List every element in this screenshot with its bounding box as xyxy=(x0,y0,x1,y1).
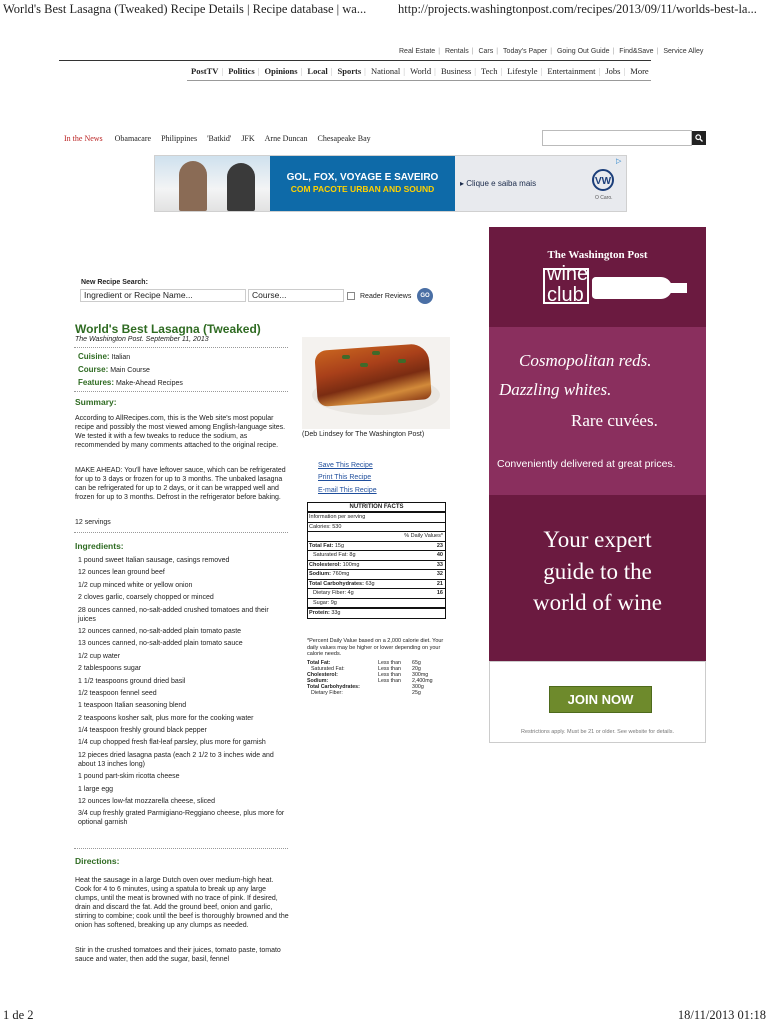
nav-posttv[interactable]: PostTV xyxy=(191,66,219,76)
limit-name: Saturated Fat: xyxy=(311,666,345,673)
email-recipe-link[interactable]: E-mail This Recipe xyxy=(318,487,377,494)
site-search-input[interactable] xyxy=(542,130,692,146)
nutrient-name: Sugar: xyxy=(313,599,330,606)
vw-logo-icon: VW xyxy=(592,169,614,191)
herb xyxy=(372,351,380,355)
limit-amount: 25g xyxy=(412,690,421,697)
nutrient-name: Total Carbohydrates: xyxy=(309,580,364,587)
limit-amount: 300g xyxy=(412,684,424,691)
news-topic-obamacare[interactable]: Obamacare xyxy=(114,134,152,143)
wine-ad-big1: Your expert xyxy=(543,527,652,552)
news-topic-batkid[interactable]: 'Batkid' xyxy=(207,134,232,143)
limit-name: Sodium: xyxy=(307,678,329,685)
ad-headline: GOL, FOX, VOYAGE E SAVEIRO xyxy=(286,172,439,183)
ingredient-item: 1 1/2 teaspoons ground dried basil xyxy=(78,677,186,685)
features-label: Features: xyxy=(78,378,115,387)
print-recipe-link[interactable]: Print This Recipe xyxy=(318,474,372,481)
nutrient-name: Protein: xyxy=(309,610,330,616)
nutrient-name: Total Fat: xyxy=(309,542,334,549)
wine-ad-line4: Conveniently delivered at great prices. xyxy=(497,458,676,470)
directions-heading: Directions: xyxy=(75,856,120,866)
nav-opinions[interactable]: Opinions xyxy=(264,66,298,76)
nav-lifestyle[interactable]: Lifestyle xyxy=(507,66,538,76)
nutrient-dv: 40 xyxy=(436,552,443,558)
ad-headline-panel xyxy=(270,156,455,211)
ingredient-item: 2 tablespoons sugar xyxy=(78,665,142,673)
wine-ad-line1: Cosmopolitan reds. xyxy=(519,351,652,370)
ingredient-item: 1/2 teaspoon fennel seed xyxy=(78,689,157,697)
course-row xyxy=(78,365,150,374)
nutrition-row xyxy=(308,551,445,561)
ad-cta-link[interactable]: ▸ Clique e saiba mais xyxy=(460,179,537,188)
ingredient-item: 3/4 cup freshly grated Parmigiano-Reggiano cheese, plus more for optional garnish xyxy=(78,810,285,827)
nutrition-dv-header: % Daily Values* xyxy=(308,532,445,542)
limit-name: Cholesterol: xyxy=(307,672,338,679)
course-select[interactable]: Course... xyxy=(248,289,344,302)
util-link-service-alley[interactable]: Service Alley xyxy=(663,48,704,55)
nutrient-name: Saturated Fat: xyxy=(313,552,348,558)
site-search-button[interactable] xyxy=(692,131,706,145)
limit-row xyxy=(307,690,449,696)
ad-subheadline: COM PACOTE URBAN AND SOUND xyxy=(290,184,435,194)
herb xyxy=(398,359,406,363)
cuisine-value: Italian xyxy=(111,354,131,361)
ad-brand-sub: O Caro. xyxy=(595,195,613,201)
top-divider xyxy=(59,60,651,61)
news-topic-arne-duncan[interactable]: Arne Duncan xyxy=(264,134,308,143)
ingredient-item: 1 large egg xyxy=(78,785,114,793)
nav-business[interactable]: Business xyxy=(440,66,472,76)
nutrient-amount: 9g xyxy=(330,599,337,606)
wine-ad-line3: Rare cuvées. xyxy=(571,411,658,430)
util-link-real-estate[interactable]: Real Estate xyxy=(399,48,436,55)
nutrition-facts-panel xyxy=(307,502,446,619)
search-icon xyxy=(695,134,703,142)
ingredient-item: 1/4 cup chopped fresh flat-leaf parsley, plus more for garnish xyxy=(78,739,266,747)
reader-reviews-label: Reader Reviews xyxy=(360,293,412,300)
nutrition-title: NUTRITION FACTS xyxy=(308,503,445,513)
ingredient-item: 1 pound part-skim ricotta cheese xyxy=(78,773,180,781)
ingredient-item: 1 teaspoon Italian seasoning blend xyxy=(78,702,187,710)
ingredients-list xyxy=(78,556,288,831)
nutrition-row xyxy=(308,542,445,552)
vw-banner-ad[interactable] xyxy=(154,155,627,212)
course-label: Course: xyxy=(78,365,109,374)
nutrition-row xyxy=(308,589,445,599)
herb xyxy=(342,355,350,359)
print-page-number: 1 de 2 xyxy=(3,1008,34,1022)
wine-ad-top xyxy=(489,227,706,327)
limit-amount: 300mg xyxy=(412,672,429,679)
ad-photo xyxy=(155,156,270,211)
nav-local[interactable]: Local xyxy=(307,66,328,76)
nutrient-amount: 63g xyxy=(365,580,375,587)
cuisine-label: Cuisine: xyxy=(78,352,110,361)
divider xyxy=(74,848,288,849)
nutrient-dv: 23 xyxy=(436,542,443,549)
print-timestamp: 18/11/2013 01:18 xyxy=(677,1008,766,1022)
news-topic-jfk[interactable]: JFK xyxy=(241,134,255,143)
wine-logo-club: club xyxy=(547,284,584,306)
recipe-photo xyxy=(302,337,450,429)
ingredient-item: 1/2 cup water xyxy=(78,652,121,660)
features-value[interactable]: Make-Ahead Recipes xyxy=(115,380,183,387)
nutrient-amount: 100mg xyxy=(342,561,360,568)
nav-divider xyxy=(187,80,651,81)
adchoices-icon[interactable]: ▷ xyxy=(616,158,622,165)
limit-amount: 2,400mg xyxy=(412,678,433,685)
limit-modifier: Less than xyxy=(378,678,401,685)
ingredient-item: 12 pieces dried lasagna pasta (each 2 1/2 to 3 inches wide and about 13 inches long) xyxy=(78,751,274,768)
util-link-going-out-guide[interactable]: Going Out Guide xyxy=(556,48,610,55)
util-link-cars[interactable]: Cars xyxy=(478,48,494,55)
wine-bottle-icon xyxy=(592,277,672,299)
nutrition-info: Information per serving xyxy=(308,513,445,523)
nutrient-amount: 33g xyxy=(331,610,341,616)
wine-ad-big2: guide to the xyxy=(543,559,652,584)
nutrition-row xyxy=(308,609,445,618)
nutrition-row xyxy=(308,570,445,580)
wine-ad-masthead: The Washington Post xyxy=(547,249,648,261)
nav-national[interactable]: National xyxy=(371,66,401,76)
nutrient-amount: 8g xyxy=(349,552,356,558)
cuisine-row xyxy=(78,352,130,361)
in-the-news-label: In the News xyxy=(64,134,103,143)
photo-caption: (Deb Lindsey for The Washington Post) xyxy=(302,431,425,438)
go-button[interactable]: GO xyxy=(417,288,433,304)
nutrient-dv: 16 xyxy=(436,590,443,596)
nutrition-calories: Calories: 530 xyxy=(308,523,445,533)
summary-text: According to AllRecipes.com, this is the Web site's most popular recipe and possibly the most viewed among English-language sites. We tested it with a few tweaks to reduce the sodium, as recommended by many comments attached to the original recipe. xyxy=(75,415,286,449)
limit-name: Dietary Fiber: xyxy=(311,690,343,697)
ad-person-left xyxy=(179,161,207,211)
nutrient-dv: 21 xyxy=(436,580,443,587)
nav-more[interactable]: More xyxy=(630,66,649,76)
ingredient-item: 1/2 cup minced white or yellow onion xyxy=(78,581,193,589)
ingredient-search-input[interactable]: Ingredient or Recipe Name... xyxy=(80,289,246,302)
wine-ad-low xyxy=(489,495,706,661)
in-the-news-bar xyxy=(64,134,375,143)
recipe-byline: The Washington Post. September 11, 2013 xyxy=(75,336,209,343)
wine-ad-line2: Dazzling whites. xyxy=(499,380,612,399)
daily-limits-table xyxy=(307,660,449,697)
nutrient-dv: 33 xyxy=(436,561,443,568)
wine-bottle-neck xyxy=(669,283,687,293)
divider xyxy=(74,347,288,348)
nutrient-dv: 32 xyxy=(436,571,443,577)
print-page-title: World's Best Lasagna (Tweaked) Recipe Details | Recipe database | wa... xyxy=(3,2,367,16)
servings-text: 12 servings xyxy=(75,519,111,526)
ingredient-item: 1/4 teaspoon freshly ground black pepper xyxy=(78,727,207,735)
nutrient-name: Cholesterol: xyxy=(309,561,342,568)
divider xyxy=(74,532,288,533)
limit-name: Total Fat: xyxy=(307,660,331,666)
wine-ad-restrictions: Restrictions apply. Must be 21 or older. See website for details. xyxy=(520,729,675,735)
limit-modifier: Less than xyxy=(378,660,401,666)
wine-logo-wine: wine xyxy=(547,263,589,285)
print-url: http://projects.washingtonpost.com/recipes/2013/09/11/worlds-best-la... xyxy=(398,2,757,16)
util-link-todays-paper[interactable]: Today's Paper xyxy=(503,48,548,55)
daily-value-footnote: *Percent Daily Value based on a 2,000 calorie diet. Your daily values may be higher or lower depending on your calorie needs. xyxy=(307,638,444,657)
util-link-find-save[interactable]: Find&Save xyxy=(619,48,654,55)
course-value: Main Course xyxy=(110,367,150,374)
nutrient-amount: 15g xyxy=(334,542,345,549)
nav-entertainment[interactable]: Entertainment xyxy=(547,66,596,76)
nav-tech[interactable]: Tech xyxy=(481,66,498,76)
recipe-title: World's Best Lasagna (Tweaked) xyxy=(75,322,261,336)
news-topic-chesapeake-bay[interactable]: Chesapeake Bay xyxy=(317,134,371,143)
join-now-button[interactable]: JOIN NOW xyxy=(549,686,652,713)
ingredient-item: 28 ounces canned, no-salt-added crushed tomatoes and their juices xyxy=(78,606,269,623)
limit-amount: 20g xyxy=(412,666,421,673)
ingredient-item: 2 cloves garlic, coarsely chopped or minced xyxy=(78,594,214,602)
direction-step: Heat the sausage in a large Dutch oven over medium-high heat. Cook for 4 to 6 minutes, using a spatula to break up any large clumps, until the meat is browned with no trace of pink. If desired, drain and discard the fat. Add the ground beef, onion and garlic, stirring to combine; cook until the beef is thoroughly browned and the onion has softened, breaking up any clumps as needed. xyxy=(75,877,289,929)
ingredients-heading: Ingredients: xyxy=(75,541,124,551)
nutrient-amount: 760mg xyxy=(332,571,350,577)
ingredient-item: 12 ounces canned, no-salt-added plain tomato paste xyxy=(78,627,242,635)
nav-sports[interactable]: Sports xyxy=(337,66,362,76)
nav-world[interactable]: World xyxy=(410,66,432,76)
summary-heading: Summary: xyxy=(75,397,117,407)
limit-amount: 65g xyxy=(412,660,421,666)
wine-ad-footer xyxy=(489,661,706,743)
limit-name: Total Carbohydrates: xyxy=(307,684,360,691)
limit-modifier xyxy=(378,690,412,696)
util-link-rentals[interactable]: Rentals xyxy=(444,48,469,55)
nav-politics[interactable]: Politics xyxy=(228,66,255,76)
ingredient-item: 13 ounces canned, no-salt-added plain tomato sauce xyxy=(78,640,243,648)
limit-modifier: Less than xyxy=(378,666,401,673)
main-nav: PostTV | Politics | Opinions | Local | Sports | National | World | Business | Tech | Lifestyle | Entertainment | Jobs | More xyxy=(188,66,652,76)
ingredient-item: 2 teaspoons kosher salt, plus more for the cooking water xyxy=(78,714,254,722)
herb xyxy=(360,363,368,367)
limit-modifier: Less than xyxy=(378,672,401,679)
nutrition-row xyxy=(308,599,445,610)
ad-cta-label: Clique e saiba mais xyxy=(466,179,537,188)
ad-person-right xyxy=(227,163,255,211)
ingredient-item: 12 ounces lean ground beef xyxy=(78,569,165,577)
nutrient-name: Dietary Fiber: xyxy=(313,590,347,596)
recipe-search-label: New Recipe Search: xyxy=(81,279,148,286)
print-footer xyxy=(0,1008,768,1024)
utility-links: Real Estate | Rentals | Cars | Today's Paper | Going Out Guide | Find&Save | Service Alley xyxy=(396,48,706,55)
nav-jobs[interactable]: Jobs xyxy=(605,66,621,76)
make-ahead-text: MAKE AHEAD: You'll have leftover sauce, which can be refrigerated for up to 3 days or frozen for up to 3 months. The unbaked lasagna can be refrigerated for up to 2 days, or it can be wrapped well and frozen for up to 3 months. Defrost in the refrigerator before baking. xyxy=(75,467,286,501)
nutrition-row xyxy=(308,561,445,571)
nutrient-amount: 4g xyxy=(347,590,354,596)
print-header xyxy=(0,0,768,20)
news-topic-philippines[interactable]: Philippines xyxy=(161,134,198,143)
ingredient-item: 12 ounces low-fat mozzarella cheese, sliced xyxy=(78,798,215,806)
save-recipe-link[interactable]: Save This Recipe xyxy=(318,462,373,469)
features-row xyxy=(78,378,183,387)
direction-step: Stir in the crushed tomatoes and their juices, tomato paste, tomato sauce and water, then add the sugar, basil, fennel xyxy=(75,947,281,963)
ingredient-item: 1 pound sweet Italian sausage, casings removed xyxy=(78,557,230,564)
divider xyxy=(74,391,288,392)
wine-club-ad[interactable] xyxy=(489,227,706,743)
wine-ad-big3: world of wine xyxy=(532,590,663,615)
nutrition-row xyxy=(308,580,445,590)
reader-reviews-checkbox[interactable] xyxy=(347,292,355,300)
nutrient-name: Sodium: xyxy=(309,571,331,577)
